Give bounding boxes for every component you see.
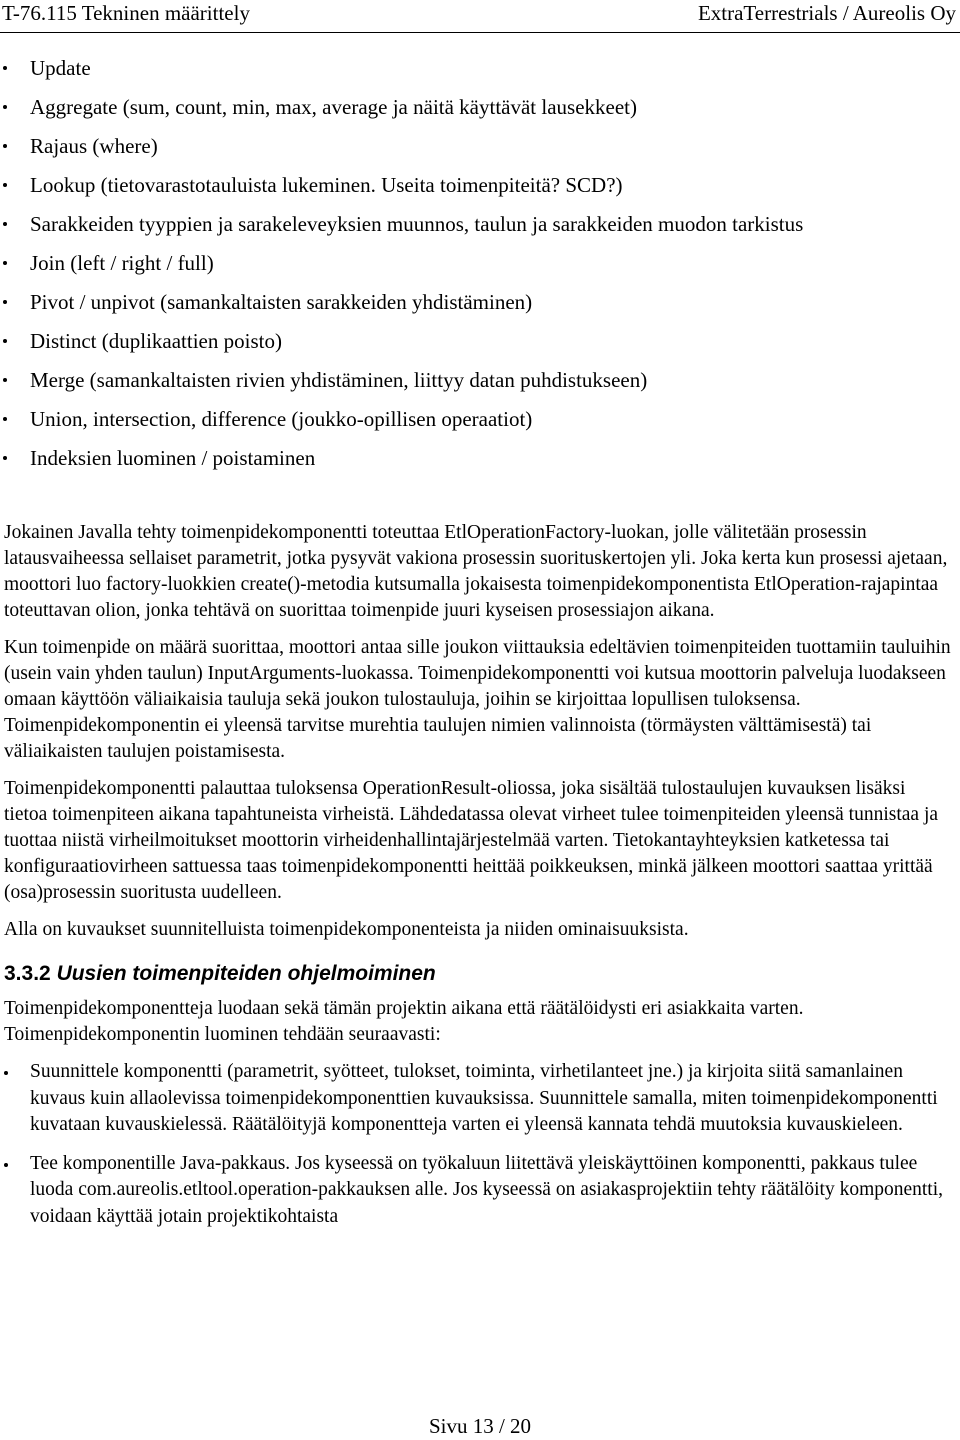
bullet-icon: [3, 378, 7, 382]
page-header: [0, 0, 960, 30]
bullet-icon: [4, 1163, 8, 1167]
steps-list: [4, 1059, 952, 1230]
body-paragraph: Alla on kuvaukset suunnitelluista toimenpidekomponenteista ja niiden ominaisuuksista.: [4, 919, 689, 940]
bullet-icon: [3, 300, 7, 304]
bullet-icon: [3, 183, 7, 187]
section-heading: [4, 960, 952, 988]
list-item-text: Lookup (tietovarastotauluista lukeminen. Useita toimenpiteitä? SCD?): [30, 173, 623, 197]
list-item: [0, 287, 960, 326]
header-divider: [0, 32, 960, 33]
list-item-text: Tee komponentille Java-pakkaus. Jos kyseessä on työkaluun liitettävä yleiskäyttöinen komponentti, pakkaus tulee luoda com.aureolis.etltool.operation-pakkauksen alle. Jos kyseessä on asiakasprojektiin tehty räätälöity komponentti, voidaan käyttää jotain projektikohtaista: [30, 1152, 944, 1227]
body-paragraph: Jokainen Javalla tehty toimenpidekomponentti toteuttaa EtlOperationFactory-luokan, jolle välitetään prosessin latausvaiheessa sellaiset parametrit, jotka pysyvät vakiona prosessin suorituskertojen yli. Joka kerta kun prosessi ajetaan, moottori luo factory-luokkien create()-metodia kutsumalla jokaisesta toimenpidekomponentista EtlOperation-rajapintaa toteuttavan olion, jonka tehtävä on suorittaa toimenpide juuri kyseisen prosessiajon aikana.: [4, 522, 948, 621]
bullet-icon: [3, 456, 7, 460]
list-item-text: Rajaus (where): [30, 134, 158, 158]
list-item: [0, 443, 960, 482]
section-intro: Toimenpidekomponentteja luodaan sekä tämän projektin aikana että räätälöidysti eri asiakkaita varten. Toimenpidekomponentin luominen tehdään seuraavasti:: [4, 998, 804, 1045]
list-item: [4, 1151, 952, 1231]
bullet-icon: [3, 144, 7, 148]
list-item: [0, 365, 960, 404]
list-item: [0, 248, 960, 287]
list-item: [4, 1059, 952, 1139]
company-name: ExtraTerrestrials / Aureolis Oy: [697, 1, 956, 25]
bullet-icon: [3, 417, 7, 421]
list-item: [0, 209, 960, 248]
body-paragraph: Toimenpidekomponentti palauttaa tuloksensa OperationResult-oliossa, joka sisältää tulostaulujen kuvauksen lisäksi tietoa toimenpiteen aikana tapahtuneista virheistä. Lähdedatassa olevat virheet tulee toimenpiteiden yleensä tunnistaa ja tuottaa niistä virheilmoitukset moottorin virheidenhallintajärjestelmää varten. Tietokantayhteyksien katketessa tai konfiguraatiovirheen sattuessa taas toimenpidekomponentti heittää poikkeuksen, minkä jälkeen moottori saattaa yrittää (osa)prosessin suoritusta uudelleen.: [4, 778, 939, 903]
section-number: 3.3.2: [4, 962, 51, 985]
list-item-text: Update: [30, 56, 91, 80]
operations-list: [0, 53, 960, 482]
page-number: Sivu 13 / 20: [428, 1414, 532, 1438]
list-item-text: Distinct (duplikaattien poisto): [30, 329, 282, 353]
bullet-icon: [3, 222, 7, 226]
list-item: [0, 404, 960, 443]
document-title: T-76.115 Tekninen määrittely: [2, 1, 250, 25]
list-item: [0, 131, 960, 170]
bullet-icon: [3, 66, 7, 70]
list-item: [0, 53, 960, 92]
list-item-text: Suunnittele komponentti (parametrit, syötteet, tulokset, toiminta, virhetilanteet jne.) ja kirjoita siitä samanlainen kuvaus kuin allaolevissa toimenpidekomponenttien kuvauksissa. Suunnittele samalla, miten toimenpidekomponentti kuvataan kuvauskielessä. Räätälöityjä komponentteja varten ei yleensä kannata tehdä muutoksia kuvauskieleen.: [30, 1061, 938, 1135]
list-item-text: Pivot / unpivot (samankaltaisten sarakkeiden yhdistäminen): [30, 290, 533, 314]
body-paragraph: Kun toimenpide on määrä suorittaa, moottori antaa sille joukon viittauksia edeltävien toimenpiteiden tuottamiin tauluihin (usein vain yhden taulun) InputArguments-luokassa. Toimenpidekomponentti voi kutsua moottorin palveluja luodakseen omaan käyttöön väliaikaisia tauluja sekä joukon tulostauluja, joihin se kirjoittaa lopullisen tuloksensa. Toimenpidekomponentin ei yleensä tarvitse murehtia taulujen nimien valinnoista (törmäysten välttämisestä) tai väliaikaisten taulujen poistamisesta.: [4, 637, 951, 762]
bullet-icon: [4, 1071, 8, 1075]
list-item-text: Join (left / right / full): [30, 251, 214, 275]
list-item: [0, 92, 960, 131]
list-item-text: Aggregate (sum, count, min, max, average ja näitä käyttävät lausekkeet): [30, 95, 638, 119]
list-item: [0, 326, 960, 365]
bullet-icon: [3, 261, 7, 265]
list-item: [0, 170, 960, 209]
bullet-icon: [3, 105, 7, 109]
list-item-text: Sarakkeiden tyyppien ja sarakeleveyksien muunnos, taulun ja sarakkeiden muodon tarkistus: [30, 212, 804, 236]
bullet-icon: [3, 339, 7, 343]
list-item-text: Indeksien luominen / poistaminen: [30, 446, 316, 470]
document-body: [4, 520, 952, 1242]
list-item-text: Merge (samankaltaisten rivien yhdistäminen, liittyy datan puhdistukseen): [30, 368, 648, 392]
list-item-text: Union, intersection, difference (joukko-opillisen operaatiot): [30, 407, 533, 431]
section-title: Uusien toimenpiteiden ohjelmoiminen: [56, 962, 436, 985]
